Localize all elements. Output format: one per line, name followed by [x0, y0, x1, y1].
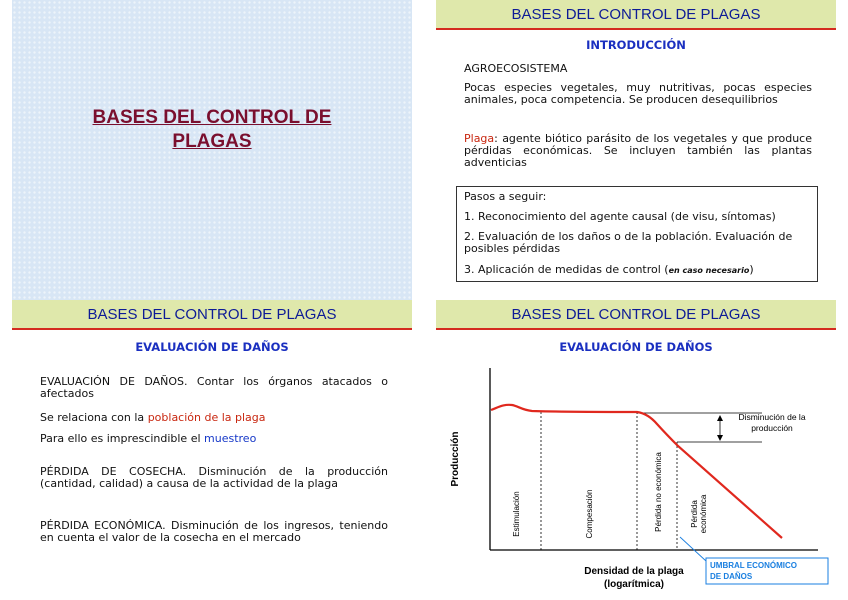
step-2: 2. Evaluación de los daños o de la población. Evaluación de posibles pérdidas: [464, 230, 793, 255]
slide-header: BASES DEL CONTROL DE PLAGAS: [436, 300, 836, 330]
step-3-note: en caso necesario: [668, 266, 750, 275]
plaga-definition-text: : agente biótico parásito de los vegetales y que produce pérdidas económicas. Se incluyen también las plantas adventicias: [464, 132, 812, 169]
slide-subtitle: INTRODUCCIÓN: [586, 38, 686, 52]
zone-label-perdida-no-economica: Pérdida no económica: [654, 452, 663, 532]
zone-label-perdida-line1: Pérdida: [690, 500, 699, 528]
cover-slide: [12, 0, 412, 300]
step-3: [464, 264, 814, 277]
zone-label-estimulacion: Estimulación: [512, 491, 521, 537]
cover-title-line2: PLAGAS: [172, 131, 252, 152]
step-3-close: ): [749, 263, 754, 276]
perdida-economica-paragraph: PÉRDIDA ECONÓMICA. Disminución de los ingresos, teniendo en cuenta el valor de la cosecha en el mercado: [40, 519, 388, 544]
zone-label-compensacion: Compesación: [585, 489, 594, 539]
poblacion-line: [40, 412, 266, 424]
steps-box: [456, 186, 818, 282]
agroecosistema-label: AGROECOSISTEMA: [464, 62, 568, 75]
step-3-text: 3. Aplicación de medidas de control (: [464, 263, 669, 276]
slide-subtitle: EVALUACIÓN DE DAÑOS: [559, 340, 713, 354]
threshold-label-line2: DE DAÑOS: [710, 572, 753, 581]
threshold-label-line1: UMBRAL ECONÓMICO: [710, 561, 797, 570]
muestreo-term: muestreo: [204, 432, 257, 445]
x-axis-label-line2: (logarítmica): [603, 579, 665, 590]
steps-title: Pasos a seguir:: [464, 190, 547, 203]
x-axis-label-line1: Densidad de la plaga: [584, 566, 684, 577]
slide-header: BASES DEL CONTROL DE PLAGAS: [436, 0, 836, 30]
damage-threshold-diagram: [444, 362, 830, 598]
muestreo-text: Para ello es imprescindible el: [40, 432, 205, 445]
slide-subtitle: EVALUACIÓN DE DAÑOS: [135, 340, 289, 354]
muestreo-line: [40, 433, 256, 445]
damage-diagram-slide: [436, 300, 836, 600]
intro-paragraph: Pocas especies vegetales, muy nutritivas, pocas especies animales, poca competencia. Se producen desequilibrios: [464, 81, 812, 106]
difference-label-line1: Disminución de la: [738, 412, 806, 422]
slide-header: BASES DEL CONTROL DE PLAGAS: [12, 300, 412, 330]
perdida-cosecha-paragraph: PÉRDIDA DE COSECHA. Disminución de la producción (cantidad, calidad) a causa de la actividad de la plaga: [40, 465, 388, 490]
evaluacion-paragraph: EVALUACIÓN DE DAÑOS. Contar los órganos atacados o afectados: [40, 375, 388, 400]
intro-slide: [436, 0, 836, 300]
step-1: 1. Reconocimiento del agente causal (de visu, síntomas): [464, 210, 776, 223]
plaga-definition: [464, 133, 812, 169]
poblacion-text: Se relaciona con la: [40, 411, 148, 424]
damage-text-slide: [12, 300, 412, 600]
cover-title-line1: BASES DEL CONTROL DE: [92, 107, 332, 128]
zone-label-perdida-line2: económica: [699, 494, 708, 534]
y-axis-label: Producción: [450, 431, 461, 487]
difference-label-line2: producción: [751, 423, 793, 433]
poblacion-term: población de la plaga: [147, 411, 266, 424]
cover-title: [12, 106, 412, 154]
plaga-term: Plaga: [464, 132, 495, 145]
